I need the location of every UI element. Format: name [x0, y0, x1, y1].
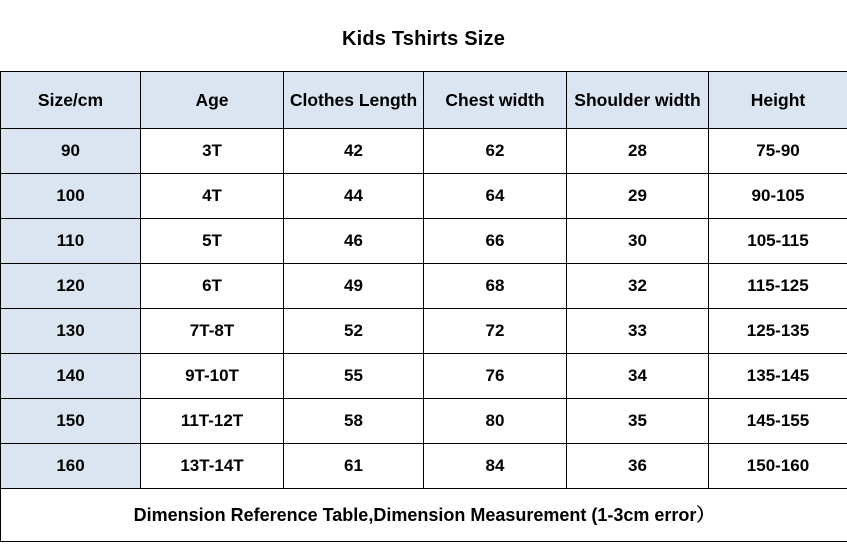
cell-chest-width: 68 [424, 264, 567, 309]
cell-height: 75-90 [709, 129, 847, 174]
column-header-clothes-length: Clothes Length [284, 72, 424, 129]
cell-clothes-length: 61 [284, 444, 424, 489]
table-row [1, 174, 847, 219]
column-header-height: Height [709, 72, 847, 129]
cell-size: 110 [1, 219, 141, 264]
cell-shoulder-width: 33 [567, 309, 709, 354]
cell-height: 125-135 [709, 309, 847, 354]
page-title: Kids Tshirts Size [341, 28, 506, 50]
cell-size: 100 [1, 174, 141, 219]
cell-clothes-length: 44 [284, 174, 424, 219]
cell-height: 115-125 [709, 264, 847, 309]
cell-chest-width: 80 [424, 399, 567, 444]
column-header-age: Age [141, 72, 284, 129]
cell-clothes-length: 42 [284, 129, 424, 174]
cell-age: 4T [141, 174, 284, 219]
table-footer [1, 489, 847, 542]
table-row [1, 219, 847, 264]
table-row [1, 354, 847, 399]
cell-age: 13T-14T [141, 444, 284, 489]
column-header-shoulder-width: Shoulder width [567, 72, 709, 129]
cell-height: 135-145 [709, 354, 847, 399]
cell-size: 130 [1, 309, 141, 354]
header-row [1, 72, 847, 129]
footer-row [1, 489, 847, 542]
cell-size: 160 [1, 444, 141, 489]
cell-chest-width: 62 [424, 129, 567, 174]
cell-chest-width: 64 [424, 174, 567, 219]
cell-clothes-length: 55 [284, 354, 424, 399]
cell-size: 120 [1, 264, 141, 309]
cell-height: 105-115 [709, 219, 847, 264]
table-header [1, 72, 847, 129]
column-header-size: Size/cm [1, 72, 141, 129]
cell-size: 90 [1, 129, 141, 174]
cell-clothes-length: 46 [284, 219, 424, 264]
cell-clothes-length: 49 [284, 264, 424, 309]
cell-size: 150 [1, 399, 141, 444]
table-row [1, 309, 847, 354]
table-body [1, 129, 847, 489]
cell-height: 145-155 [709, 399, 847, 444]
cell-age: 6T [141, 264, 284, 309]
cell-shoulder-width: 34 [567, 354, 709, 399]
cell-age: 3T [141, 129, 284, 174]
table-row [1, 444, 847, 489]
cell-age: 9T-10T [141, 354, 284, 399]
cell-height: 150-160 [709, 444, 847, 489]
table-row [1, 399, 847, 444]
footer-note: Dimension Reference Table,Dimension Measurement (1-3cm error） [1, 489, 847, 542]
size-chart-table [0, 71, 847, 542]
cell-shoulder-width: 32 [567, 264, 709, 309]
cell-shoulder-width: 35 [567, 399, 709, 444]
table-row [1, 129, 847, 174]
cell-shoulder-width: 28 [567, 129, 709, 174]
cell-shoulder-width: 29 [567, 174, 709, 219]
table-row [1, 264, 847, 309]
cell-age: 5T [141, 219, 284, 264]
cell-height: 90-105 [709, 174, 847, 219]
cell-chest-width: 76 [424, 354, 567, 399]
cell-chest-width: 72 [424, 309, 567, 354]
cell-clothes-length: 52 [284, 309, 424, 354]
cell-age: 11T-12T [141, 399, 284, 444]
cell-chest-width: 66 [424, 219, 567, 264]
cell-chest-width: 84 [424, 444, 567, 489]
cell-clothes-length: 58 [284, 399, 424, 444]
cell-shoulder-width: 36 [567, 444, 709, 489]
column-header-chest-width: Chest width [424, 72, 567, 129]
cell-size: 140 [1, 354, 141, 399]
cell-age: 7T-8T [141, 309, 284, 354]
cell-shoulder-width: 30 [567, 219, 709, 264]
